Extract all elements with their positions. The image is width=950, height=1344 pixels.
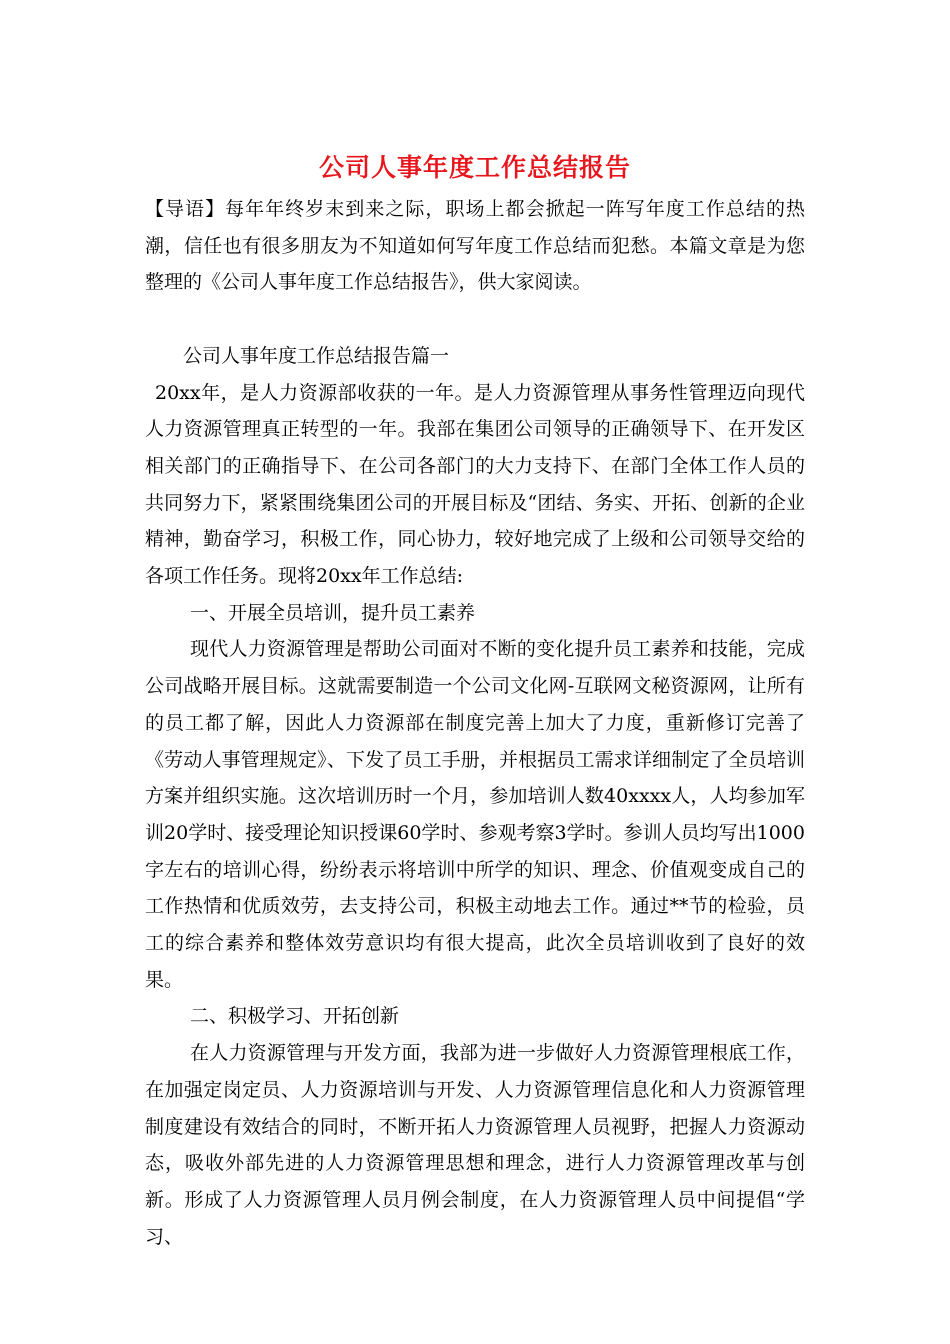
blank-line xyxy=(145,301,805,338)
paragraph-2: 现代人力资源管理是帮助公司面对不断的变化提升员工素养和技能，完成公司战略开展目标。这就需要制造一个公司文化网-互联网文秘资源网，让所有的员工都了解，因此人力资源部在制度完善上加大了力度，重新修订完善了《劳动人事管理规定》、下发了员工手册，并根据员工需求详细制定了全员培训方案并组织实施。这次培训历时一个月，参加培训人数40xxxx人，人均参加军训20学时、接受理论知识授课60学时、参观考察3学时。参训人员均写出1000字左右的培训心得，纷纷表示将培训中所学的知识、理念、价值观变成自己的工作热情和优质效劳，去支持公司，积极主动地去工作。通过**节的检验，员工的综合素养和整体效劳意识均有很大提高，此次全员培训收到了良好的效果。 xyxy=(145,638,805,991)
heading-1: 一、开展全员培训，提升员工素养 xyxy=(190,601,476,624)
section-title: 公司人事年度工作总结报告篇一 xyxy=(183,344,450,367)
intro-paragraph: 【导语】每年年终岁末到来之际，职场上都会掀起一阵写年度工作总结的热潮，信任也有很多朋友为不知道如何写年度工作总结而犯愁。本篇文章是为您整理的《公司人事年度工作总结报告》，供大家阅读。 xyxy=(145,198,805,294)
paragraph-3: 在人力资源管理与开发方面，我部为进一步做好人力资源管理根底工作，在加强定岗定员、人力资源培训与开发、人力资源管理信息化和人力资源管理制度建设有效结合的同时，不断开拓人力资源管理人员视野，把握人力资源动态，吸收外部先进的人力资源管理思想和理念，进行人力资源管理改革与创新。形成了人力资源管理人员月例会制度，在人力资源管理人员中间提倡“学习、 xyxy=(145,1042,805,1248)
heading-2: 二、积极学习、开拓创新 xyxy=(190,1005,400,1028)
paragraph-1: 20xx年，是人力资源部收获的一年。是人力资源管理从事务性管理迈向现代人力资源管理真正转型的一年。我部在集团公司领导的正确领导下、在开发区相关部门的正确指导下、在公司各部门的大力支持下、在部门全体工作人员的共同努力下，紧紧围绕集团公司的开展目标及“团结、务实、开拓、创新的企业精神，勤奋学习，积极工作，同心协力，较好地完成了上级和公司领导交给的各项工作任务。现将20xx年工作总结: xyxy=(145,381,805,588)
document-body xyxy=(145,191,805,1255)
document-title: 公司人事年度工作总结报告 xyxy=(318,153,631,182)
